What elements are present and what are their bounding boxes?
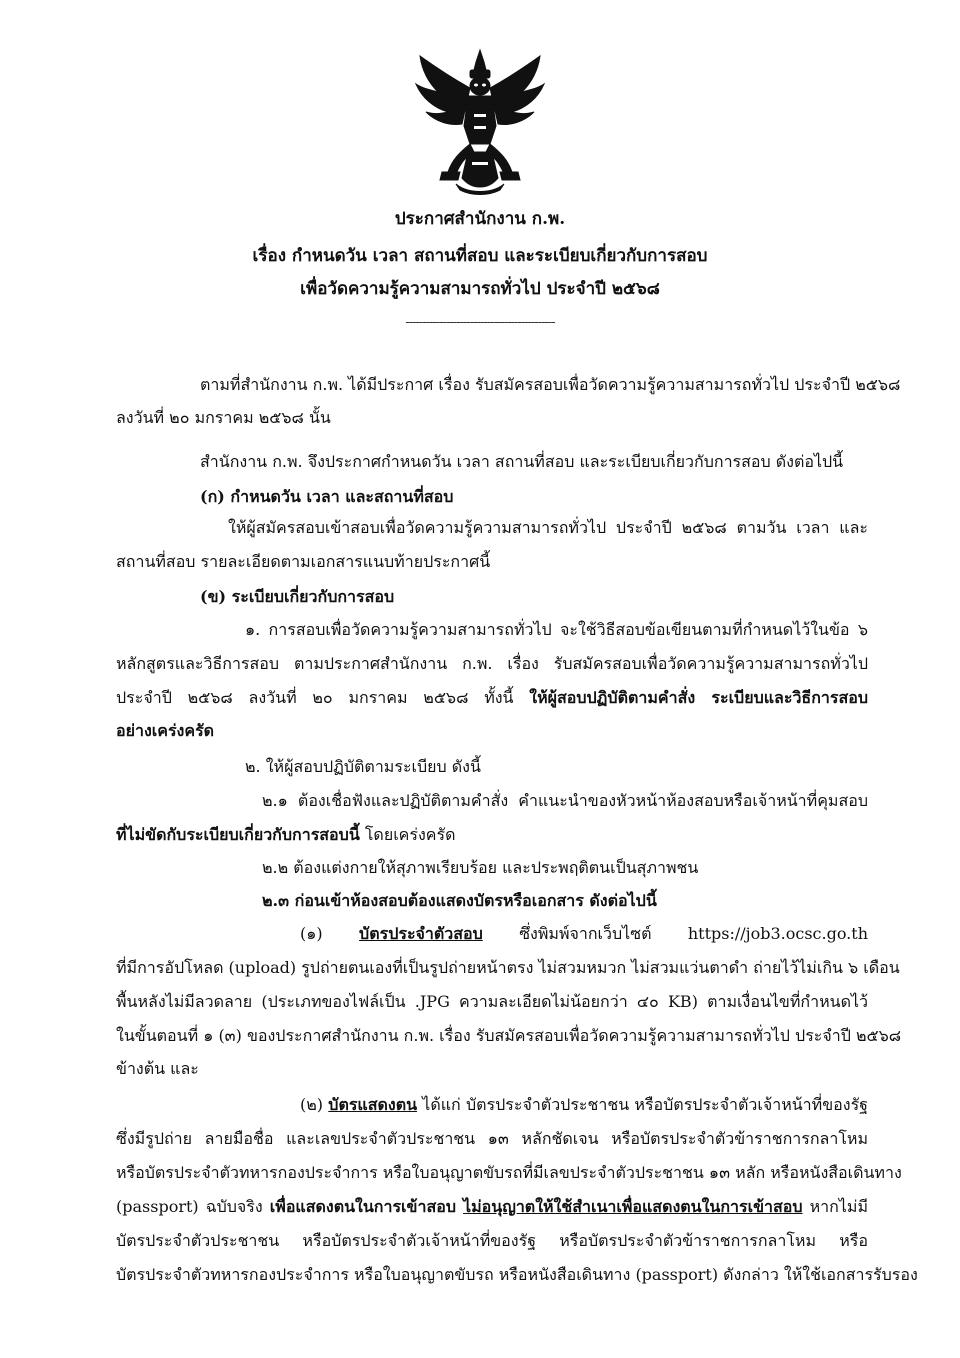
card2-line2: ซึ่งมีรูปถ่าย ลายมือชื่อ และเลขประจำตัวประชาชน ๑๓ หลักชัดเจน หรือบัตรประจำตัวข้าราชการกลาโหม [116, 1129, 868, 1148]
item2-line: ๒. ให้ผู้สอบปฏิบัติตามระเบียบ ดังนี้ [245, 757, 481, 776]
item21-line1: ๒.๑ ต้องเชื่อฟังและปฏิบัติตามคำสั่ง คำแนะนำของหัวหน้าห้องสอบหรือเจ้าหน้าที่คุมสอบ [262, 791, 868, 810]
section-a-heading: (ก) กำหนดวัน เวลา และสถานที่สอบ [200, 487, 454, 506]
announcement-subject: เรื่อง กำหนดวัน เวลา สถานที่สอบ และระเบียบเกี่ยวกับการสอบ [252, 246, 708, 266]
item1-line2: หลักสูตรและวิธีการสอบ ตามประกาศสำนักงาน ก.พ. เรื่อง รับสมัครสอบเพื่อวัดความรู้ความสามารถทั่วไป [116, 654, 868, 673]
card2-number: (๒) [300, 1095, 329, 1114]
item1-line3-text: ประจำปี ๒๕๖๘ ลงวันที่ ๒๐ มกราคม ๒๕๖๘ ทั้งนี้ [116, 688, 530, 707]
card2-no-copy-warning: ไม่อนุญาตให้ใช้สำเนาเพื่อแสดงตนในการเข้าสอบ [463, 1197, 803, 1216]
card1-line2: ที่มีการอัปโหลด (upload) รูปถ่ายตนเองที่เป็นรูปถ่ายหน้าตรง ไม่สวมหมวก ไม่สวมแว่นตาดำ ถ่ายไว้ไม่เกิน ๖ เดือน [116, 958, 900, 977]
item21-line2 [116, 825, 455, 845]
section-b-heading: (ข) ระเบียบเกี่ยวกับการสอบ [200, 587, 395, 606]
item1-emphasis: ให้ผู้สอบปฏิบัติตามคำสั่ง ระเบียบและวิธีการสอบ [529, 688, 868, 707]
card2-line5: บัตรประจำตัวประชาชน หรือบัตรประจำตัวเจ้าหน้าที่ของรัฐ หรือบัตรประจำตัวข้าราชการกลาโหม หรือ [116, 1231, 868, 1250]
section-a-line1: ให้ผู้สมัครสอบเข้าสอบเพื่อวัดความรู้ความสามารถทั่วไป ประจำปี ๒๕๖๘ ตามวัน เวลา และ [228, 518, 868, 537]
announcement-subject-line2: เพื่อวัดความรู้ความสามารถทั่วไป ประจำปี ๒๕๖๘ [300, 279, 660, 299]
garuda-emblem-icon [412, 48, 548, 196]
section-a-line2: สถานที่สอบ รายละเอียดตามเอกสารแนบท้ายประกาศนี้ [116, 552, 491, 571]
item23-line: ๒.๓ ก่อนเข้าห้องสอบต้องแสดงบัตรหรือเอกสาร ดังต่อไปนี้ [262, 891, 657, 910]
card2-line1 [300, 1095, 868, 1115]
intro-paragraph-line1: ตามที่สำนักงาน ก.พ. ได้มีประกาศ เรื่อง รับสมัครสอบเพื่อวัดความรู้ความสามารถทั่วไป ประจำปี ๒๕๖๘ [200, 375, 901, 394]
announce-paragraph: สำนักงาน ก.พ. จึงประกาศกำหนดวัน เวลา สถานที่สอบ และระเบียบเกี่ยวกับการสอบ ดังต่อไปนี้ [200, 452, 844, 471]
card2-passport: (passport) ฉบับจริง [116, 1197, 270, 1216]
announcement-title: ประกาศสำนักงาน ก.พ. [394, 209, 566, 229]
card2-title: บัตรแสดงตน [328, 1095, 418, 1114]
card2-line6: บัตรประจำตัวทหารกองประจำการ หรือใบอนุญาตขับรถ หรือหนังสือเดินทาง (passport) ดังกล่าว ให้ใช้เอกสารรับรอง [116, 1265, 918, 1284]
item21-emphasis: ที่ไม่ขัดกับระเบียบเกี่ยวกับการสอบนี้ [116, 825, 360, 844]
card2-line3: หรือบัตรประจำตัวทหารกองประจำการ หรือใบอนุญาตขับรถที่มีเลขประจำตัวประชาชน ๑๓ หลัก หรือหนังสือเดินทาง [116, 1163, 902, 1182]
card1-line4: ในขั้นตอนที่ ๑ (๓) ของประกาศสำนักงาน ก.พ. เรื่อง รับสมัครสอบเพื่อวัดความรู้ความสามารถทั่วไป ประจำปี ๒๕๖๘ [116, 1026, 902, 1045]
item21-tail: โดยเคร่งครัด [359, 825, 456, 844]
item1-line1: ๑. การสอบเพื่อวัดความรู้ความสามารถทั่วไป จะใช้วิธีสอบข้อเขียนตามที่กำหนดไว้ในข้อ ๖ [245, 620, 868, 639]
card2-emphasis: เพื่อแสดงตนในการเข้าสอบ [269, 1197, 456, 1216]
card2-tail: หากไม่มี [802, 1197, 868, 1216]
card2-text: ได้แก่ บัตรประจำตัวประชาชน หรือบัตรประจำตัวเจ้าหน้าที่ของรัฐ [417, 1095, 868, 1114]
card2-line4 [116, 1197, 868, 1217]
intro-paragraph-line2: ลงวันที่ ๒๐ มกราคม ๒๕๖๘ นั้น [116, 408, 331, 427]
separator-line: -------------------------------------------- [405, 315, 555, 330]
card1-line1 [300, 924, 868, 944]
card1-line3: พื้นหลังไม่มีลวดลาย (ประเภทของไฟล์เป็น .JPG ความละเอียดไม่น้อยกว่า ๔๐ KB) ตามเงื่อนไขที่กำหนดไว้ [116, 992, 868, 1011]
card1-text: ซึ่งพิมพ์จากเว็บไซต์ https://job3.ocsc.go.th [482, 924, 869, 943]
item1-line3 [116, 688, 868, 708]
item22-line: ๒.๒ ต้องแต่งกายให้สุภาพเรียบร้อย และประพฤติตนเป็นสุภาพชน [262, 858, 699, 877]
card1-line5: ข้างต้น และ [116, 1059, 199, 1078]
card1-number: (๑) [300, 924, 360, 943]
item1-line4: อย่างเคร่งครัด [116, 721, 215, 740]
card1-title: บัตรประจำตัวสอบ [359, 924, 483, 943]
